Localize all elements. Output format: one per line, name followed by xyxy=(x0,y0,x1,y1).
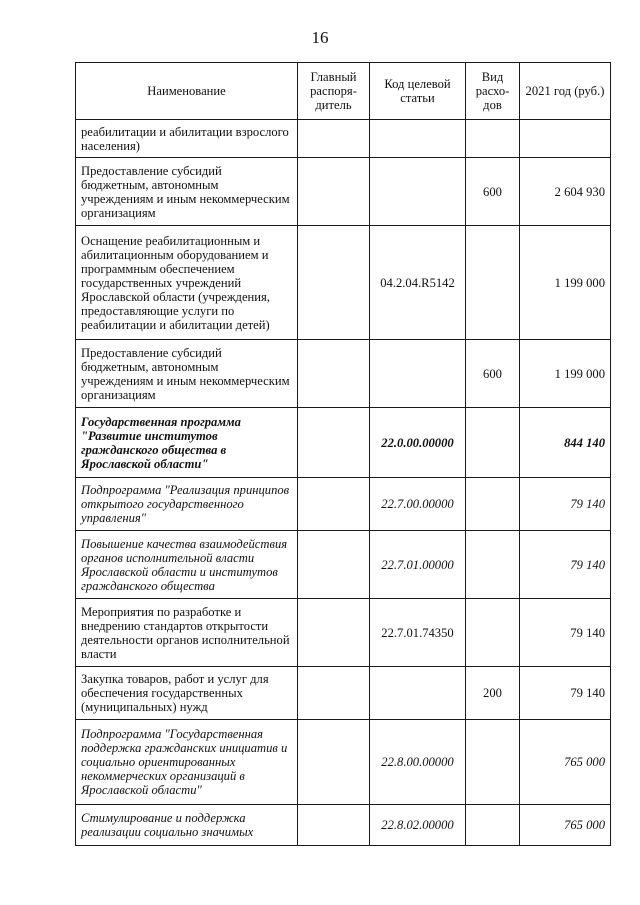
table-row xyxy=(76,667,611,720)
cell-kind xyxy=(466,599,520,667)
page-number: 16 xyxy=(311,28,329,47)
budget-table xyxy=(75,62,611,846)
cell-amount: 765 000 xyxy=(520,720,611,805)
cell-manager xyxy=(298,805,370,846)
cell-manager xyxy=(298,478,370,531)
cell-name: Государственная программа "Развитие институтов гражданского общества в Ярославской области" xyxy=(76,408,298,478)
cell-code xyxy=(370,158,466,226)
cell-kind xyxy=(466,408,520,478)
cell-code: 04.2.04.R5142 xyxy=(370,226,466,340)
cell-kind xyxy=(466,226,520,340)
cell-amount xyxy=(520,120,611,158)
cell-amount: 844 140 xyxy=(520,408,611,478)
cell-manager xyxy=(298,226,370,340)
cell-amount: 2 604 930 xyxy=(520,158,611,226)
cell-manager xyxy=(298,340,370,408)
cell-amount: 1 199 000 xyxy=(520,340,611,408)
cell-kind: 600 xyxy=(466,340,520,408)
cell-name: Подпрограмма "Государственная поддержка гражданских инициатив и социально ориентированных некоммерческих организаций в Ярославской области" xyxy=(76,720,298,805)
table-row xyxy=(76,340,611,408)
cell-code: 22.7.01.00000 xyxy=(370,531,466,599)
cell-code xyxy=(370,667,466,720)
cell-code: 22.7.00.00000 xyxy=(370,478,466,531)
cell-amount: 79 140 xyxy=(520,478,611,531)
cell-amount: 79 140 xyxy=(520,599,611,667)
cell-kind xyxy=(466,805,520,846)
cell-code: 22.8.00.00000 xyxy=(370,720,466,805)
header-code: Код целевой статьи xyxy=(370,63,466,120)
cell-kind: 600 xyxy=(466,158,520,226)
cell-name: реабилитации и абилитации взрослого населения) xyxy=(76,120,298,158)
table-row xyxy=(76,599,611,667)
cell-manager xyxy=(298,667,370,720)
table-row xyxy=(76,226,611,340)
table-row xyxy=(76,120,611,158)
cell-name: Стимулирование и поддержка реализации социально значимых xyxy=(76,805,298,846)
cell-amount: 1 199 000 xyxy=(520,226,611,340)
cell-manager xyxy=(298,120,370,158)
table-body xyxy=(76,120,611,846)
table-header-row xyxy=(76,63,611,120)
cell-code: 22.8.02.00000 xyxy=(370,805,466,846)
cell-name: Закупка товаров, работ и услуг для обеспечения государственных (муниципальных) нужд xyxy=(76,667,298,720)
cell-kind xyxy=(466,120,520,158)
cell-manager xyxy=(298,531,370,599)
cell-manager xyxy=(298,408,370,478)
cell-amount: 79 140 xyxy=(520,531,611,599)
header-manager: Главный распоря-дитель xyxy=(298,63,370,120)
cell-manager xyxy=(298,158,370,226)
cell-name: Предоставление субсидий бюджетным, автономным учреждениям и иным некоммерческим организациям xyxy=(76,340,298,408)
table-row xyxy=(76,408,611,478)
cell-amount: 79 140 xyxy=(520,667,611,720)
cell-code: 22.0.00.00000 xyxy=(370,408,466,478)
cell-name: Подпрограмма "Реализация принципов открытого государственного управления" xyxy=(76,478,298,531)
cell-manager xyxy=(298,599,370,667)
cell-name: Оснащение реабилитационным и абилитационным оборудованием и программным обеспечением государственных учреждений Ярославской области (учреждения, предоставляющие услуги по реабилитации и абилитации детей) xyxy=(76,226,298,340)
cell-kind: 200 xyxy=(466,667,520,720)
cell-code: 22.7.01.74350 xyxy=(370,599,466,667)
table-row xyxy=(76,531,611,599)
cell-name: Предоставление субсидий бюджетным, автономным учреждениям и иным некоммерческим организациям xyxy=(76,158,298,226)
table-row xyxy=(76,805,611,846)
header-name: Наименование xyxy=(76,63,298,120)
cell-name: Мероприятия по разработке и внедрению стандартов открытости деятельности органов исполнительной власти xyxy=(76,599,298,667)
cell-code xyxy=(370,120,466,158)
header-amount: 2021 год (руб.) xyxy=(520,63,611,120)
table-row xyxy=(76,158,611,226)
cell-name: Повышение качества взаимодействия органов исполнительной власти Ярославской области и институтов гражданского общества xyxy=(76,531,298,599)
cell-amount: 765 000 xyxy=(520,805,611,846)
header-kind: Вид расхо-дов xyxy=(466,63,520,120)
table-row xyxy=(76,478,611,531)
cell-manager xyxy=(298,720,370,805)
cell-code xyxy=(370,340,466,408)
cell-kind xyxy=(466,478,520,531)
table-row xyxy=(76,720,611,805)
cell-kind xyxy=(466,531,520,599)
cell-kind xyxy=(466,720,520,805)
